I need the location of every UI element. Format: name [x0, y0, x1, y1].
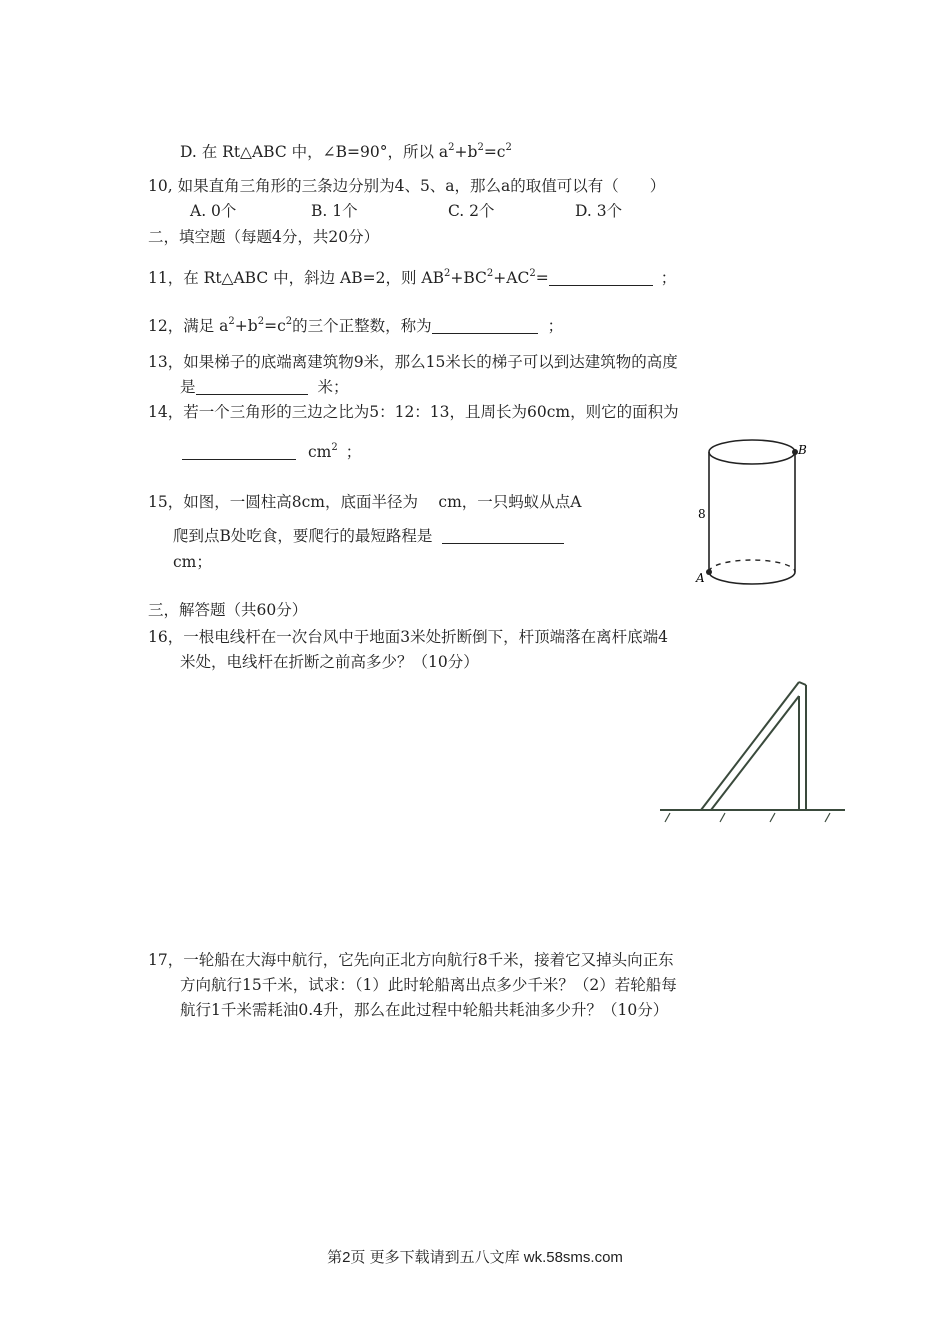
answer-blank[interactable] [432, 317, 538, 334]
ground-hatch [825, 813, 830, 822]
q10-option-b: B. 1个 [311, 202, 358, 220]
ground-hatch [770, 813, 775, 822]
q12-term: +b [234, 317, 258, 335]
q16-line1: 16，一根电线杆在一次台风中于地面3米处折断倒下，杆顶端落在离杆底端4 [148, 628, 668, 646]
exponent: 2 [529, 268, 536, 279]
q11-term: +BC [450, 269, 487, 287]
q9-option-d-text: D. 在 Rt△ABC 中，∠B=90°，所以 a [180, 143, 449, 161]
q15-line1: 15，如图，一圆柱高8cm，底面半径为 cm，一只蚂蚁从点A [148, 493, 582, 511]
fallen-top-inner [711, 696, 799, 810]
q13-line1: 13，如果梯子的底端离建筑物9米，那么15米长的梯子可以到达建筑物的高度 [148, 353, 678, 371]
q11-term: +AC [493, 269, 530, 287]
page-footer: 第2页 更多下载请到五八文库 wk.58sms.com [327, 1249, 623, 1266]
point-a [706, 569, 712, 575]
label-a: A [696, 571, 705, 585]
cylinder-figure [690, 436, 815, 596]
cylinder-bottom-front [709, 572, 795, 584]
q12 [148, 316, 563, 336]
break-point [799, 682, 806, 685]
q14-line1: 14，若一个三角形的三边之比为5：12：13，且周长为60cm，则它的面积为 [148, 403, 679, 421]
q10-option-c: C. 2个 [448, 202, 495, 220]
cylinder-bottom-back [709, 560, 795, 572]
exponent: 2 [257, 316, 265, 327]
q15-line3: cm； [173, 553, 212, 571]
section-3-title: 三，解答题（共60分） [148, 601, 308, 619]
q11-text: 11，在 Rt△ABC 中，斜边 AB=2，则 AB [148, 269, 444, 287]
label-b: B [798, 443, 807, 457]
exponent: 2 [486, 268, 494, 279]
q13-text: 是 [180, 378, 196, 396]
q12-suffix: ； [547, 317, 564, 335]
fallen-top-outer [701, 682, 799, 810]
q13-line2 [180, 377, 349, 397]
q14-unit: cm [308, 443, 332, 461]
q13-unit: 米； [317, 378, 349, 396]
q15-line2 [173, 526, 564, 546]
exponent: 2 [477, 142, 484, 153]
q12-term: =c [264, 317, 286, 335]
q12-text: 12，满足 a [148, 317, 229, 335]
exponent: 2 [285, 316, 293, 327]
q17-line1: 17，一轮船在大海中航行，它先向正北方向航行8千米，接着它又掉头向正东 [148, 951, 674, 969]
exponent: 2 [448, 142, 455, 153]
q9-term: =c [483, 143, 506, 161]
q10-option-d: D. 3个 [575, 202, 623, 220]
q17-line2: 方向航行15千米，试求：（1）此时轮船离出点多少千米？（2）若轮船每 [180, 976, 677, 994]
answer-blank[interactable] [549, 269, 653, 286]
exponent: 2 [505, 142, 512, 153]
q11-suffix: ； [660, 269, 677, 287]
answer-blank[interactable] [442, 527, 564, 544]
ground-hatch [665, 813, 670, 822]
q10-option-a: A. 0个 [190, 202, 237, 220]
q11-term: = [535, 269, 549, 287]
q11 [148, 268, 676, 288]
cylinder-top [709, 440, 795, 464]
exponent: 2 [331, 442, 338, 453]
q9-term: +b [454, 143, 478, 161]
pole-figure [655, 676, 850, 826]
q14-line2 [182, 442, 361, 462]
section-2-title: 二，填空题（每题4分，共20分） [148, 228, 380, 246]
answer-blank[interactable] [196, 378, 308, 395]
exponent: 2 [228, 316, 235, 327]
q16-line2: 米处，电线杆在折断之前高多少？（10分） [180, 653, 479, 671]
q17-line3: 航行1千米需耗油0.4升，那么在此过程中轮船共耗油多少升？（10分） [180, 1001, 669, 1019]
answer-blank[interactable] [182, 443, 296, 460]
label-height: 8 [698, 507, 706, 521]
q15-text: 爬到点B处吃食，要爬行的最短路程是 [173, 527, 433, 545]
q10-stem: 10, 如果直角三角形的三条边分别为4、5、a，那么a的取值可以有（ ） [148, 177, 666, 195]
q12-text: 的三个正整数，称为 [292, 317, 432, 335]
ground-hatch [720, 813, 725, 822]
exponent: 2 [444, 268, 451, 279]
q14-suffix: ； [345, 443, 362, 461]
q9-option-d [180, 142, 512, 162]
